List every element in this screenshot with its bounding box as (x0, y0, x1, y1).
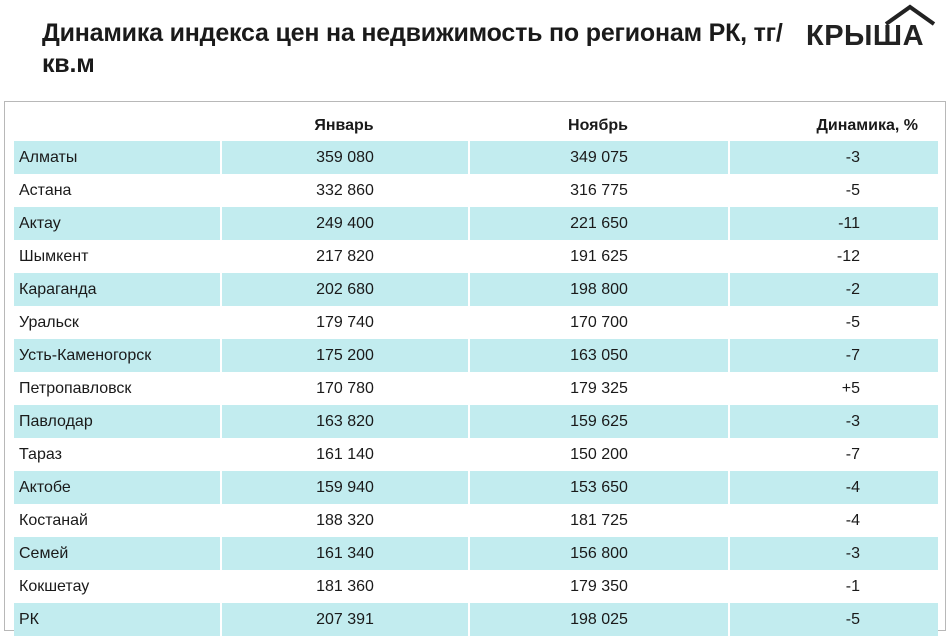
january-cell: 332 860 (220, 174, 468, 207)
change-cell: -12 (728, 240, 938, 273)
november-cell: 159 625 (468, 405, 728, 438)
region-cell: Семей (14, 537, 220, 570)
change-cell: -5 (728, 306, 938, 339)
table-row (14, 405, 938, 438)
table-row (14, 372, 938, 405)
table-row (14, 207, 938, 240)
region-cell: Караганда (14, 273, 220, 306)
region-cell: Тараз (19, 445, 62, 463)
table-row (14, 504, 938, 537)
header-november: Ноябрь (568, 117, 628, 134)
november-cell: 179 325 (468, 372, 728, 405)
price-table-frame (4, 101, 946, 631)
table-row (14, 306, 938, 339)
november-cell: 170 700 (468, 306, 728, 339)
november-cell: 153 650 (468, 471, 728, 504)
change-cell: -2 (728, 273, 938, 306)
table-row (14, 570, 938, 603)
table-row (14, 537, 938, 570)
region-cell: Актау (14, 207, 220, 240)
change-cell: -5 (728, 174, 938, 207)
region-cell: Костанай (19, 511, 88, 529)
november-cell: 181 725 (468, 504, 728, 537)
november-cell: 221 650 (468, 207, 728, 240)
november-cell: 150 200 (468, 438, 728, 471)
change-cell: -11 (728, 207, 938, 240)
change-cell: -3 (728, 141, 938, 174)
november-cell: 179 350 (468, 570, 728, 603)
january-cell: 159 940 (220, 471, 468, 504)
january-cell: 207 391 (220, 603, 468, 636)
table-row (14, 174, 938, 207)
logo-text: КРЫША (806, 20, 925, 52)
january-cell: 175 200 (220, 339, 468, 372)
header-change: Динамика, % (816, 117, 918, 134)
november-cell: 349 075 (468, 141, 728, 174)
january-cell: 181 360 (220, 570, 468, 603)
january-cell: 161 140 (220, 438, 468, 471)
region-cell: Уральск (19, 313, 79, 331)
region-cell: Шымкент (19, 247, 89, 265)
change-cell: -7 (728, 438, 938, 471)
table-row (14, 471, 938, 504)
january-cell: 163 820 (220, 405, 468, 438)
region-cell: Кокшетау (19, 577, 90, 595)
change-cell: +5 (728, 372, 938, 405)
change-cell: -1 (728, 570, 938, 603)
header-region (14, 111, 220, 141)
table-body (14, 141, 938, 636)
change-cell: -7 (728, 339, 938, 372)
january-cell: 202 680 (220, 273, 468, 306)
header-january: Январь (314, 117, 374, 134)
table-row (14, 438, 938, 471)
change-cell: -4 (728, 504, 938, 537)
region-cell: РК (14, 603, 220, 636)
january-cell: 359 080 (220, 141, 468, 174)
january-cell: 161 340 (220, 537, 468, 570)
table-row (14, 141, 938, 174)
region-cell: Усть-Каменогорск (14, 339, 220, 372)
page-title: Динамика индекса цен на недвижимость по регионам РК, тг/кв.м (42, 19, 783, 78)
november-cell: 191 625 (468, 240, 728, 273)
change-cell: -3 (728, 405, 938, 438)
change-cell: -4 (728, 471, 938, 504)
november-cell: 156 800 (468, 537, 728, 570)
january-cell: 170 780 (220, 372, 468, 405)
table-row (14, 273, 938, 306)
region-cell: Алматы (14, 141, 220, 174)
november-cell: 316 775 (468, 174, 728, 207)
region-cell: Петропавловск (19, 379, 132, 397)
change-cell: -5 (728, 603, 938, 636)
price-table (14, 111, 938, 636)
region-cell: Павлодар (14, 405, 220, 438)
change-cell: -3 (728, 537, 938, 570)
region-cell: Астана (19, 181, 72, 199)
january-cell: 217 820 (220, 240, 468, 273)
january-cell: 188 320 (220, 504, 468, 537)
table-row (14, 240, 938, 273)
november-cell: 198 025 (468, 603, 728, 636)
table-header-row (14, 111, 938, 141)
region-cell: Актобе (14, 471, 220, 504)
table-row (14, 339, 938, 372)
january-cell: 179 740 (220, 306, 468, 339)
november-cell: 198 800 (468, 273, 728, 306)
november-cell: 163 050 (468, 339, 728, 372)
krisha-logo (806, 4, 942, 52)
january-cell: 249 400 (220, 207, 468, 240)
table-row (14, 603, 938, 636)
